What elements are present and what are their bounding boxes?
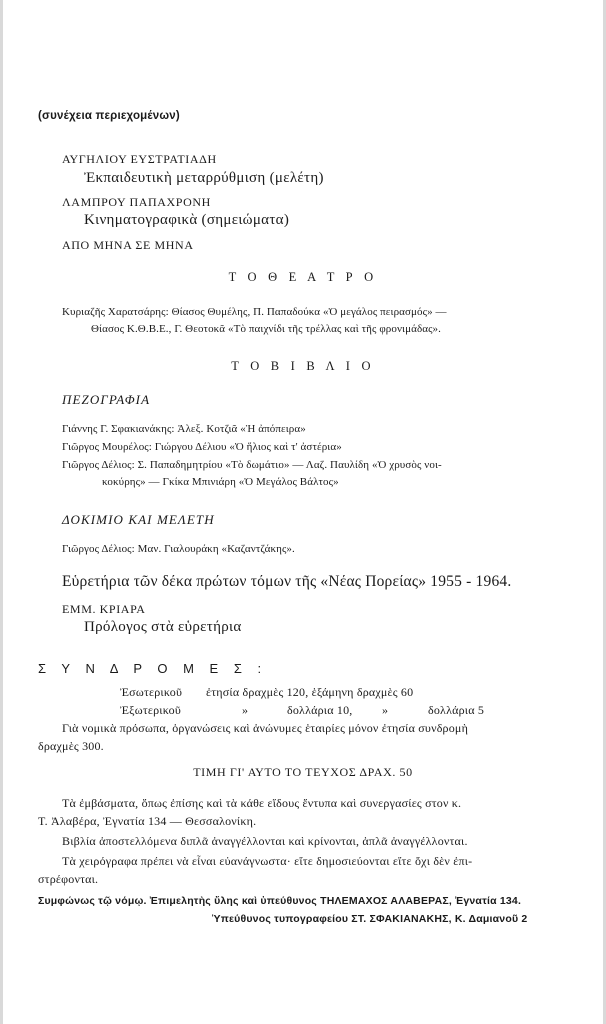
book-heading: Τ Ο Β Ι Β Λ Ι Ο — [231, 359, 375, 373]
foreign-yearly: δολλάρια 10, — [287, 703, 353, 717]
prose-review-line: Γιάννης Γ. Σφακιανάκης: Ἀλεξ. Κοτζιᾶ «Ἡ ἀπόπειρα» — [62, 423, 306, 435]
manuscripts-note: Τὰ χειρόγραφα πρέπει νὰ εἶναι εὐανάγνωστα· εἴτε δημοσιεύονται εἴτε ὄχι δὲν ἐπι- — [62, 854, 473, 868]
author-line: ΛΑΜΠΡΟΥ ΠΑΠΑΧΡΟΝΗ — [62, 195, 211, 209]
essay-review-line: Γιῶργος Δέλιος: Μαν. Γιαλουράκη «Καζαντζάκης». — [62, 543, 295, 555]
author-line: ΑΥΓΗΛΙΟΥ ΕΥΣΤΡΑΤΙΑΔΗ — [62, 152, 217, 166]
legal-entities-line: Γιὰ νομικὰ πρόσωπα, ὀργανώσεις καὶ ἀνώνυμες ἑταιρίες μόνον ἐτησία συνδρομὴ — [62, 721, 469, 735]
printer-footer: Ὑπεύθυνος τυπογραφείου ΣΤ. ΣΦΑΚΙΑΝΑΚΗΣ, Κ. Δαμιανοῦ 2 — [212, 913, 528, 925]
issue-price: ΤΙΜΗ ΓΙ' ΑΥΤΟ ΤΟ ΤΕΥΧΟΣ ΔΡΑΧ. 50 — [193, 765, 413, 779]
foreign-half: δολλάρια 5 — [428, 703, 485, 717]
section-line: ΑΠΟ ΜΗΝΑ ΣΕ ΜΗΝΑ — [62, 238, 194, 252]
continuation-header: (συνέχεια περιεχομένων) — [38, 110, 180, 122]
remittance-note: Τὰ ἐμβάσματα, ὅπως ἐπίσης καὶ τὰ κάθε εἴδους ἔντυπα καὶ συνεργασίες στον κ. — [62, 796, 462, 810]
essay-heading: ΔΟΚΙΜΙΟ ΚΑΙ ΜΕΛΕΤΗ — [62, 512, 215, 527]
ditto-mark: » — [242, 703, 249, 717]
prose-review-line: Γιῶργος Δέλιος: Σ. Παπαδημητρίου «Τὸ δωμάτιο» — Λαζ. Παυλίδη «Ὁ χρυσὸς νοι- — [62, 459, 442, 471]
legal-entities-line: δραχμὲς 300. — [38, 739, 104, 753]
prose-heading: ΠΕΖΟΓΡΑΦΙΑ — [62, 392, 151, 407]
domestic-label: Ἐσωτερικοῦ — [120, 685, 183, 699]
prose-review-line: κοκύρης» — Γκίκα Μπινιάρη «Ὁ Μεγάλος Βάλτος» — [102, 476, 339, 488]
theatre-review-line: Κυριαζῆς Χαρατσάρης: Θίασος Θυμέλης, Π. Παπαδούκα «Ὁ μεγάλος πειρασμός» — — [62, 306, 447, 318]
page-left-edge — [0, 0, 3, 1024]
author-line: ΕΜΜ. ΚΡΙΑΡΑ — [62, 602, 146, 616]
remittance-note: Τ. Ἀλαβέρα, Ἐγνατία 134 — Θεσσαλονίκη. — [38, 814, 257, 828]
foreign-label: Ἐξωτερικοῦ — [120, 703, 182, 717]
theatre-review-line: Θίασος Κ.Θ.Β.Ε., Γ. Θεοτοκᾶ «Τὸ παιχνίδι τῆς τρέλλας καὶ τῆς φρονιμάδας». — [91, 323, 442, 335]
ditto-mark: » — [382, 703, 389, 717]
index-line: Εὑρετήρια τῶν δέκα πρώτων τόμων τῆς «Νέας Πορείας» 1955 - 1964. — [62, 573, 512, 590]
article-title: Πρόλογος στὰ εὑρετήρια — [84, 619, 242, 635]
article-title: Κινηματογραφικὰ (σημειώματα) — [84, 212, 290, 228]
prose-review-line: Γιῶργος Μουρέλος: Γιώργου Δέλιου «Ὁ ἥλιος καὶ τ' ἀστέρια» — [62, 441, 342, 453]
books-note: Βιβλία ἀποστελλόμενα διπλᾶ ἀναγγέλλονται καὶ κρίνονται, ἁπλᾶ ἀναγγέλλονται. — [62, 834, 468, 848]
theatre-heading: Τ Ο Θ Ε Α Τ Ρ Ο — [228, 270, 378, 284]
article-title: Ἐκπαιδευτικὴ μεταρρύθμιση (μελέτη) — [84, 170, 324, 186]
manuscripts-note: στρέφονται. — [38, 872, 99, 886]
legal-footer: Συμφώνως τῷ νόμῳ. Ἐπιμελητὴς ὕλης καὶ ὑπεύθυνος ΤΗΛΕΜΑΧΟΣ ΑΛΑΒΕΡΑΣ, Ἐγνατία 134. — [38, 895, 522, 907]
domestic-rates: ἐτησία δραχμὲς 120, ἑξάμηνη δραχμὲς 60 — [206, 685, 414, 699]
subscriptions-heading: Σ Υ Ν Δ Ρ Ο Μ Ε Σ : — [38, 661, 268, 676]
